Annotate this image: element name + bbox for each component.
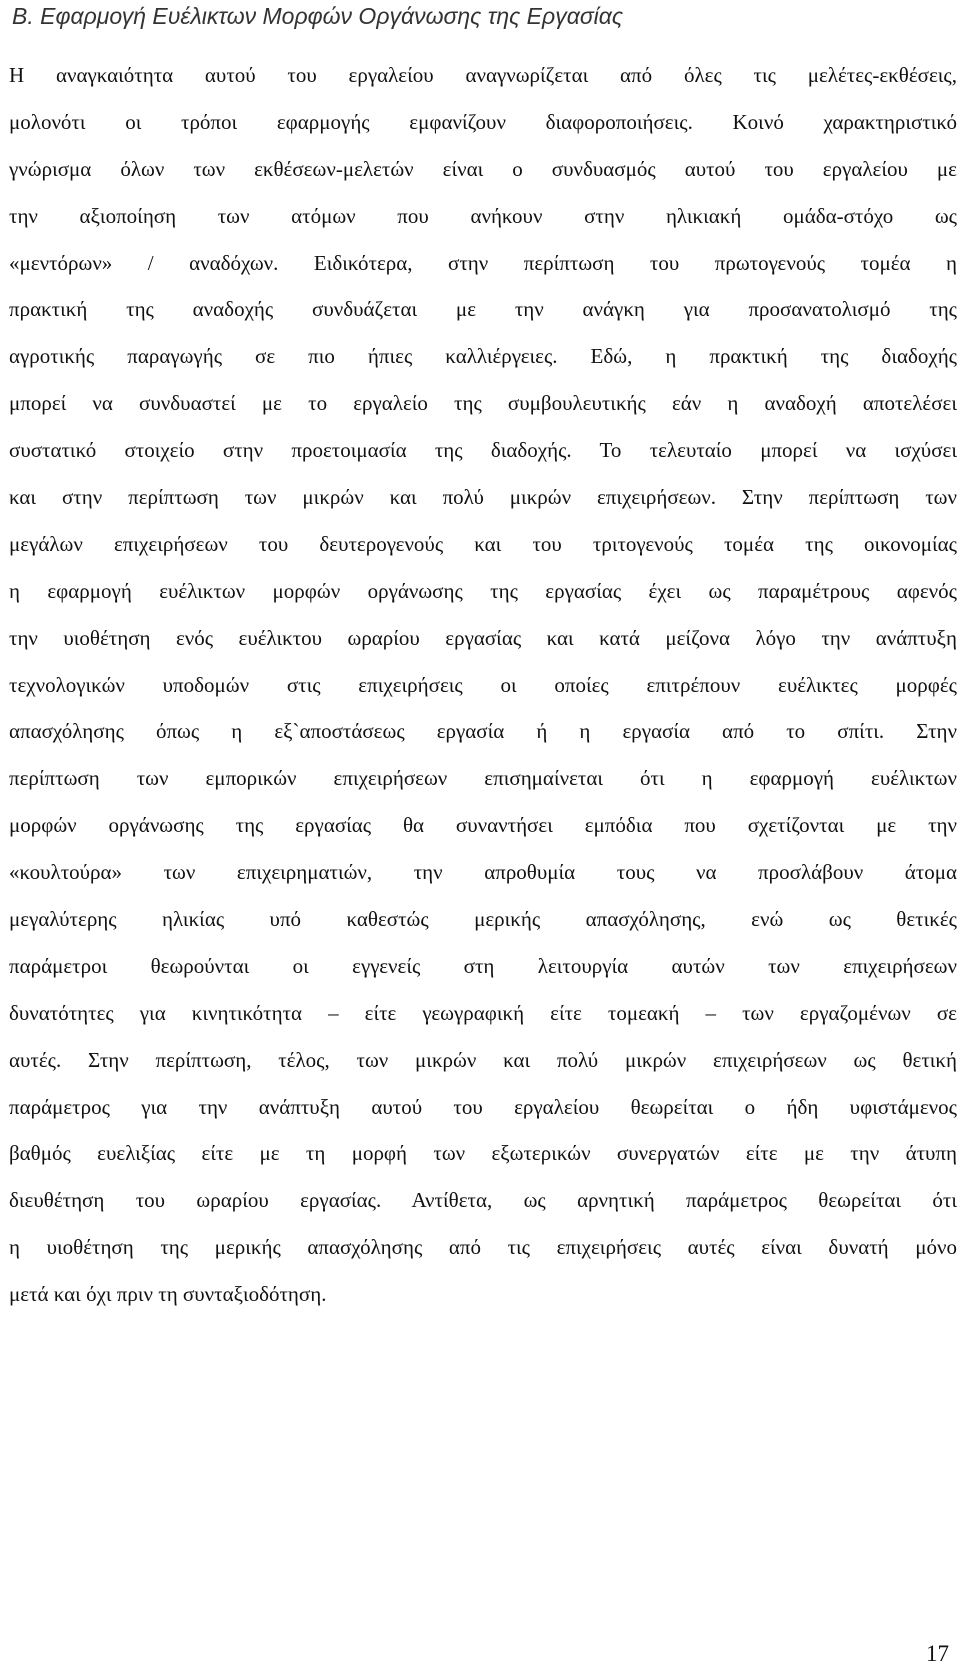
paragraph-line: παράμετροι θεωρούνται οι εγγενείς στη λειτουργία αυτών των επιχειρήσεων (9, 953, 957, 978)
paragraph-line: πρακτική της αναδοχής συνδυάζεται με την ανάγκη για προσανατολισμό της (9, 297, 957, 322)
body-paragraph (9, 52, 957, 1318)
page-number: 17 (926, 1641, 949, 1666)
section-heading: Β. Εφαρμογή Ευέλικτων Μορφών Οργάνωσης της Εργασίας (12, 3, 624, 29)
paragraph-line: γνώρισμα όλων των εκθέσεων-μελετών είναι ο συνδυασμός αυτού του εργαλείου με (9, 156, 957, 181)
paragraph-line: την αξιοποίηση των ατόμων που ανήκουν στην ηλικιακή ομάδα-στόχο ως (9, 203, 957, 228)
paragraph-line: παράμετρος για την ανάπτυξη αυτού του εργαλείου θεωρείται ο ήδη υφιστάμενος (9, 1094, 957, 1119)
paragraph-line: την υιοθέτηση ενός ευέλικτου ωραρίου εργασίας και κατά μείζονα λόγο την ανάπτυξη (9, 625, 957, 650)
paragraph-line: και στην περίπτωση των μικρών και πολύ μικρών επιχειρήσεων. Στην περίπτωση των (9, 485, 957, 510)
paragraph-line: απασχόλησης όπως η εξ`αποστάσεως εργασία ή η εργασία από το σπίτι. Στην (9, 719, 957, 744)
paragraph-line: συστατικό στοιχείο στην προετοιμασία της διαδοχής. Το τελευταίο μπορεί να ισχύσει (9, 438, 957, 463)
paragraph-line: βαθμός ευελιξίας είτε με τη μορφή των εξωτερικών συνεργατών είτε με την άτυπη (9, 1141, 957, 1166)
paragraph-line: «μεντόρων» / αναδόχων. Ειδικότερα, στην περίπτωση του πρωτογενούς τομέα η (9, 250, 957, 275)
paragraph-line: η υιοθέτηση της μερικής απασχόλησης από τις επιχειρήσεις αυτές είναι δυνατή μόνο (9, 1235, 957, 1260)
paragraph-line: αυτές. Στην περίπτωση, τέλος, των μικρών και πολύ μικρών επιχειρήσεων ως θετική (9, 1047, 957, 1072)
paragraph-line: περίπτωση των εμπορικών επιχειρήσεων επισημαίνεται ότι η εφαρμογή ευέλικτων (9, 766, 957, 791)
paragraph-line: μεγάλων επιχειρήσεων του δευτερογενούς και του τριτογενούς τομέα της οικονομίας (9, 531, 957, 556)
paragraph-line: δυνατότητες για κινητικότητα – είτε γεωγραφική είτε τομεακή – των εργαζομένων σε (9, 1000, 957, 1025)
paragraph-line: αγροτικής παραγωγής σε πιο ήπιες καλλιέργειες. Εδώ, η πρακτική της διαδοχής (9, 344, 957, 369)
paragraph-line: διευθέτηση του ωραρίου εργασίας. Αντίθετα, ως αρνητική παράμετρος θεωρείται ότι (9, 1188, 957, 1213)
paragraph-line: τεχνολογικών υποδομών στις επιχειρήσεις οι οποίες επιτρέπουν ευέλικτες μορφές (9, 672, 957, 697)
paragraph-line: Η αναγκαιότητα αυτού του εργαλείου αναγνωρίζεται από όλες τις μελέτες-εκθέσεις, (9, 63, 957, 87)
paragraph-line: η εφαρμογή ευέλικτων μορφών οργάνωσης της εργασίας έχει ως παραμέτρους αφενός (9, 578, 957, 603)
paragraph-line: μπορεί να συνδυαστεί με το εργαλείο της συμβουλευτικής εάν η αναδοχή αποτελέσει (9, 391, 957, 416)
paragraph-line: μεγαλύτερης ηλικίας υπό καθεστώς μερικής απασχόλησης, ενώ ως θετικές (9, 907, 957, 932)
paragraph-line: μορφών οργάνωσης της εργασίας θα συναντήσει εμπόδια που σχετίζονται με την (9, 813, 957, 838)
paragraph-line: «κουλτούρα» των επιχειρηματιών, την απροθυμία τους να προσλάβουν άτομα (9, 860, 957, 885)
paragraph-line: μετά και όχι πριν τη συνταξιοδότηση. (9, 1282, 327, 1307)
paragraph-line: μολονότι οι τρόποι εφαρμογής εμφανίζουν διαφοροποιήσεις. Κοινό χαρακτηριστικό (9, 109, 957, 134)
